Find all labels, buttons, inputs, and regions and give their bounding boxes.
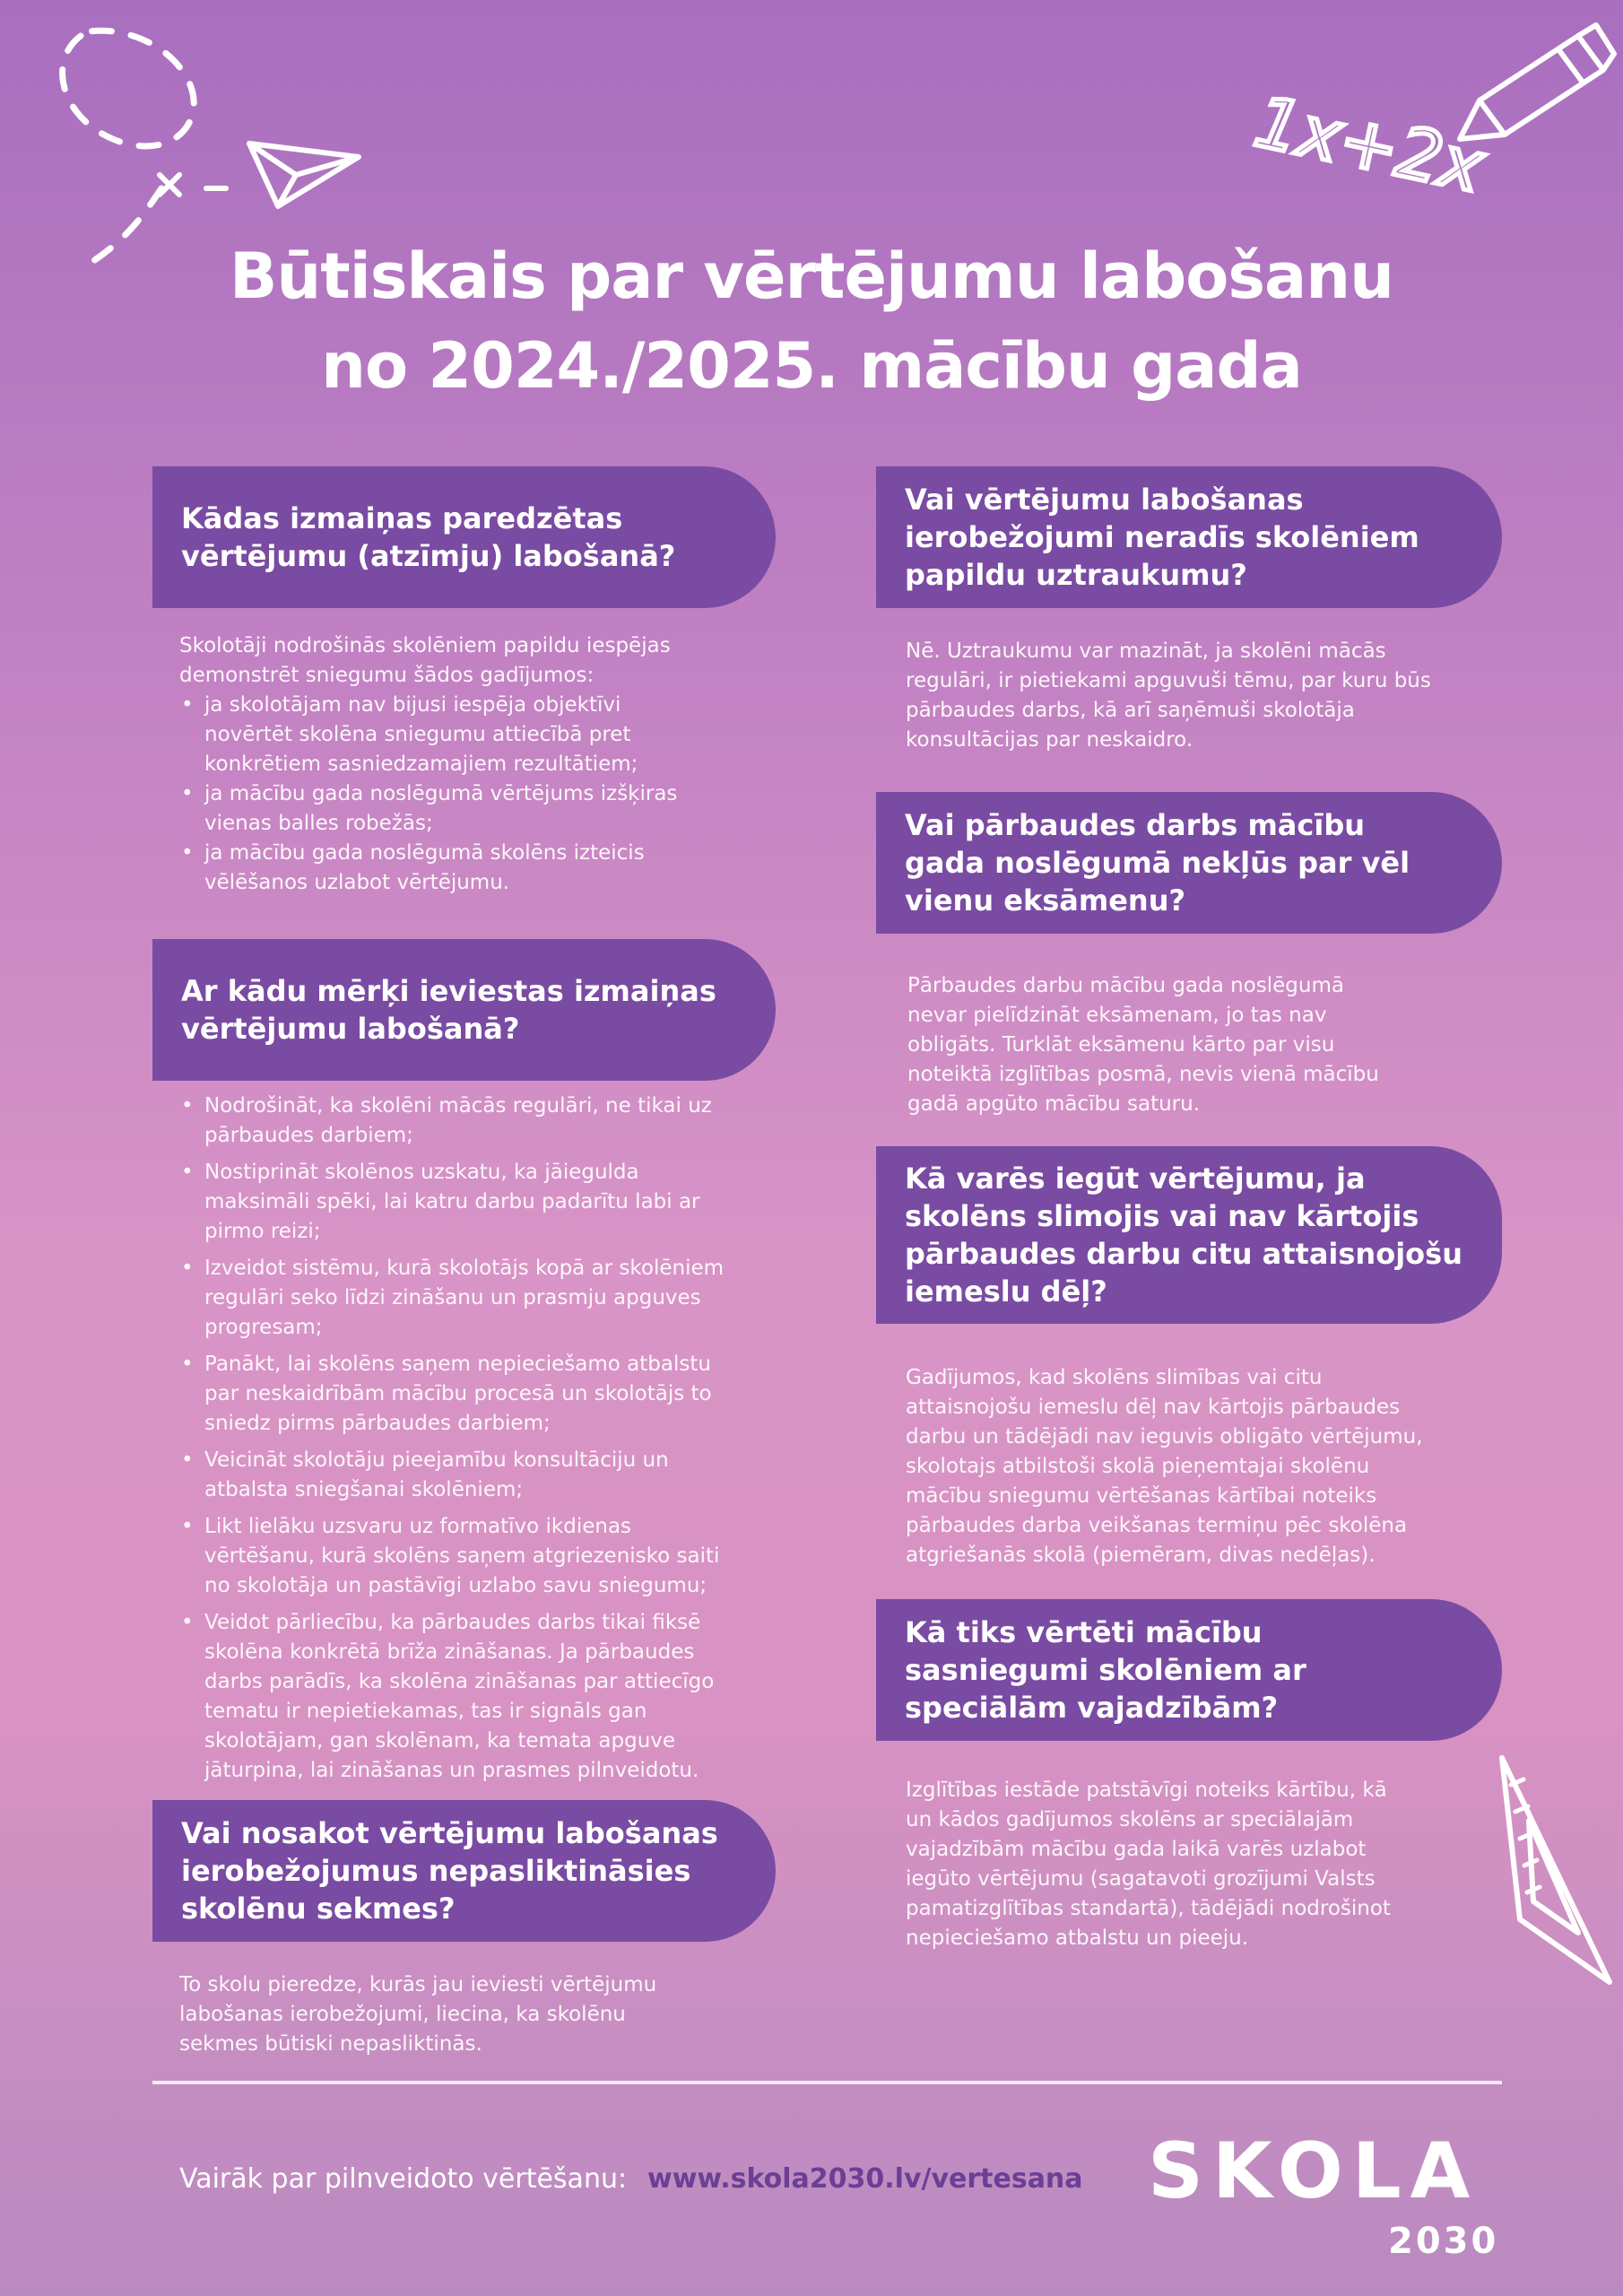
svg-text:SKOLA: SKOLA <box>1148 2126 1480 2216</box>
footer-divider <box>152 2081 1502 2084</box>
list-item: • Likt lielāku uzsvaru uz formatīvo ikdienas vērtēšanu, kurā skolēns saņem atgriezenisko saiti no skolotāja un pastāvīgi uzlabo savu sniegumu; <box>179 1512 789 1601</box>
question-changes: Kādas izmaiņas paredzētas vērtējumu (atzīmju) labošanā? <box>152 466 776 608</box>
question-grades-worsen: Vai nosakot vērtējumu labošanas ierobežojumus nepasliktināsies skolēnu sekmes? <box>152 1800 776 1942</box>
changes-list <box>179 691 789 898</box>
list-item: • Veidot pārliecību, ka pārbaudes darbs tikai fiksē skolēna konkrētā brīža zināšanas. Ja pārbaudes darbs parādīs, ka skolēna zināšanas par attiecīgo tematu ir nepietiekamas, tas ir signāls gan skolotājam, gan skolēnam, ka temata apguve jāturpina, lai zināšanas un prasmes pilnveidotu. <box>179 1608 789 1786</box>
page-title <box>0 231 1623 411</box>
list-item: • Izveidot sistēmu, kurā skolotājs kopā ar skolēniem regulāri seko līdzi zināšanu un prasmju apguves progresam; <box>179 1254 789 1343</box>
page-title-line1: Būtiskais par vērtējumu labošanu <box>230 239 1393 313</box>
answer-changes: Skolotāji nodrošinās skolēniem papildu iespējas demonstrēt sniegumu šādos gadījumos: • ja skolotājam nav bijusi iespēja objektīvi novērtēt skolēna sniegumu attiecībā pret konkrētiem sasniedzamajiem rezultātiem; • ja mācību gada noslēgumā vērtējums izšķiras vienas balles robežās; • ja mācību gada noslēgumā skolēns izteicis vēlēšanos uzlabot vērtējumu. <box>179 631 789 898</box>
question-special-needs: Kā tiks vērtēti mācību sasniegumi skolēniem ar speciālām vajadzībām? <box>876 1599 1502 1741</box>
answer-purpose <box>179 1091 789 1786</box>
question-exam: Vai pārbaudes darbs mācību gada noslēgumā nekļūs par vēl vienu eksāmenu? <box>876 792 1502 934</box>
list-item: • ja skolotājam nav bijusi iespēja objektīvi novērtēt skolēna sniegumu attiecībā pret konkrētiem sasniedzamajiem rezultātiem; <box>179 691 789 779</box>
equation-doodle <box>1246 63 1490 209</box>
page-title-line2: no 2024./2025. mācību gada <box>321 329 1302 403</box>
set-square-icon <box>1493 1749 1619 1991</box>
pencil-icon <box>1444 18 1623 152</box>
answer-illness: Gadījumos, kad skolēns slimības vai citu attaisnojošu iemeslu dēļ nav kārtojis pārbaudes darbu un tādējādi nav ieguvis obligāto vērtējumu, skolotajs atbilstoši skolā pieņemtajai skolēnu mācību sniegumu vērtēšanas kārtībai noteiks pārbaudes darba veikšanas termiņu pēc skolēna atgriešanās skolā (piemēram, divas nedēļas). <box>906 1366 1423 1567</box>
question-anxiety: Vai vērtējumu labošanas ierobežojumi neradīs skolēniem papildu uztraukumu? <box>876 466 1502 608</box>
answer-special-needs: Izglītības iestāde patstāvīgi noteiks kārtību, kā un kādos gadījumos skolēns ar speciālajām vajadzībām mācību gada laikā varēs uzlabot iegūto vērtējumu (sagatavoti grozījumi Valsts pamatizglītības standartā), tādējādi nodrošinot nepieciešamo atbalstu un pieeju. <box>906 1779 1391 1950</box>
list-item: • Nodrošināt, ka skolēni mācās regulāri, ne tikai uz pārbaudes darbiem; <box>179 1091 789 1151</box>
answer-anxiety: Nē. Uztraukumu var mazināt, ja skolēni mācās regulāri, ir pietiekami apguvuši tēmu, par kuru būs pārbaudes darbs, kā arī saņēmuši skolotāja konsultācijas par neskaidro. <box>906 639 1431 752</box>
answer-exam: Pārbaudes darbu mācību gada noslēgumā nevar pielīdzināt eksāmenam, jo tas nav obligāts. Turklāt eksāmenu kārto par visu noteiktā izglītības posmā, nevis vienā mācību gadā apgūto mācību saturu. <box>907 974 1379 1116</box>
question-purpose: Ar kādu mērķi ieviestas izmaiņas vērtējumu labošanā? <box>152 939 776 1081</box>
list-item: • Veicināt skolotāju pieejamību konsultāciju un atbalsta sniegšanai skolēniem; <box>179 1446 789 1505</box>
purpose-list <box>179 1091 789 1786</box>
skola2030-logo <box>1148 2126 1506 2260</box>
footer-text: Vairāk par pilnveidoto vērtēšanu: <box>179 2163 628 2195</box>
list-item: • ja mācību gada noslēgumā skolēns izteicis vēlēšanos uzlabot vērtējumu. <box>179 839 789 898</box>
list-item: • Nostiprināt skolēnos uzskatu, ka jāiegulda maksimāli spēki, lai katru darbu padarītu labi ar pirmo reizi; <box>179 1158 789 1247</box>
paper-plane-icon <box>242 126 368 215</box>
footer-link[interactable]: www.skola2030.lv/vertesana <box>647 2163 1083 2195</box>
svg-text:1x+2x: 1x+2x <box>1247 82 1490 209</box>
list-item: • ja mācību gada noslēgumā vērtējums izšķiras vienas balles robežās; <box>179 779 789 839</box>
svg-text:2030: 2030 <box>1388 2221 1499 2262</box>
answer-grades-worsen: To skolu pieredze, kurās jau ieviesti vērtējumu labošanas ierobežojumi, liecina, ka skolēnu sekmes būtiski nepasliktinās. <box>179 1973 657 2056</box>
question-illness: Kā varēs iegūt vērtējumu, ja skolēns slimojis vai nav kārtojis pārbaudes darbu citu attaisnojošu iemeslu dēļ? <box>876 1146 1502 1324</box>
list-item: • Panākt, lai skolēns saņem nepieciešamo atbalstu par neskaidrībām mācību procesā un skolotājs to sniedz pirms pārbaudes darbiem; <box>179 1350 789 1439</box>
